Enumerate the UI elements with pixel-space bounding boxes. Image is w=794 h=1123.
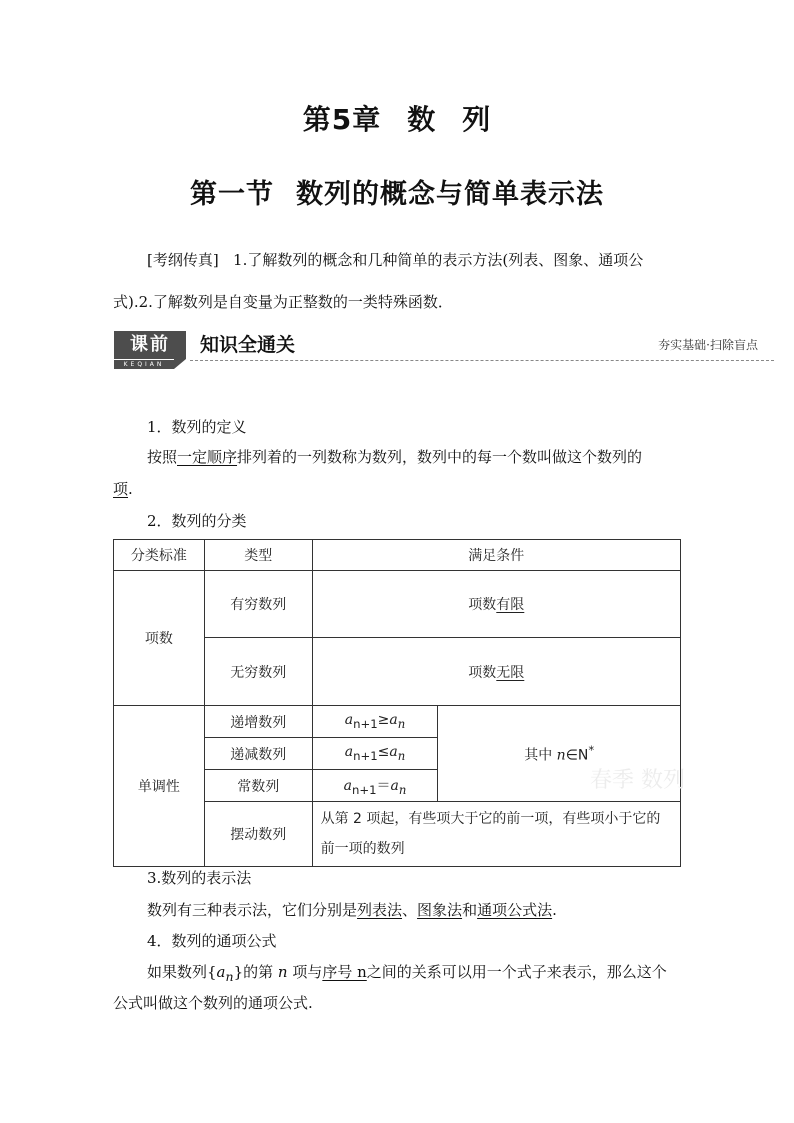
type-finite: 有穷数列 (204, 571, 312, 638)
chapter-word-2: 列 (462, 103, 492, 136)
heading-classification: 2．数列的分类 (147, 512, 247, 530)
classification-table (113, 539, 681, 867)
table-header: 分类标准 (114, 540, 205, 571)
section-title (0, 172, 794, 211)
type-constant: 常数列 (204, 770, 312, 802)
banner-badge: 课前 (114, 331, 186, 359)
table-row (114, 571, 681, 638)
table-header-row (114, 540, 681, 571)
cond-oscillating: 从第 2 项起，有些项大于它的前一项，有些项小于它的前一项的数列 (312, 802, 680, 867)
kaogang-label: [考纲传真] (147, 251, 219, 269)
blank-order: 一定顺序 (177, 448, 238, 466)
type-infinite: 无穷数列 (204, 638, 312, 706)
blank-finite: 有限 (496, 597, 525, 613)
definition-line-1: 按照一定顺序排列着的一列数称为数列，数列中的每一个数叫做这个数列的 (147, 448, 643, 466)
cond-finite: 项数有限 (312, 571, 680, 638)
section-banner (114, 331, 774, 371)
definition-line-2: 项. (113, 480, 133, 498)
banner-title: 知识全通关 (200, 334, 296, 356)
formula-increasing: $a_{n+1}\ge a_n$ (312, 706, 438, 738)
blank-list: 列表法 (357, 901, 403, 919)
category-monotonic: 单调性 (114, 706, 205, 867)
blank-formula: 通项公式法 (477, 901, 553, 919)
banner-tagline: 夯实基础·扫除盲点 (658, 338, 758, 352)
general-term-line-1: 如果数列$\{a_n\}$的第 n 项与序号 n之间的关系可以用一个式子来表示，那么这个 (147, 963, 667, 984)
type-oscillating: 摆动数列 (204, 802, 312, 867)
table-row (114, 706, 681, 738)
type-decreasing: 递减数列 (204, 738, 312, 770)
section-name: 数列的概念与简单表示法 (296, 179, 604, 210)
representation-line: 数列有三种表示法，它们分别是列表法、图象法和通项公式法. (147, 901, 557, 919)
chapter-word-1: 数 (407, 103, 437, 136)
monotonic-note: 其中 n∈N* (438, 706, 681, 802)
formula-constant: $a_{n+1}=a_n$ (312, 770, 438, 802)
table-header: 满足条件 (312, 540, 680, 571)
chapter-title (0, 98, 794, 138)
category-count: 项数 (114, 571, 205, 706)
type-increasing: 递增数列 (204, 706, 312, 738)
kaogang-line-1: [考纲传真] 1.了解数列的概念和几种简单的表示方法(列表、图象、通项公 (147, 251, 644, 269)
banner-badge-sub: KEQIAN (114, 360, 174, 369)
heading-definition: 1．数列的定义 (147, 418, 247, 436)
formula-decreasing: $a_{n+1}\le a_n$ (312, 738, 438, 770)
banner-badge-corner (174, 359, 186, 369)
table-header: 类型 (204, 540, 312, 571)
blank-infinite: 无限 (496, 664, 525, 681)
section-number: 第一节 (190, 179, 274, 210)
heading-representation: 3.数列的表示法 (147, 869, 252, 887)
heading-general-term: 4．数列的通项公式 (147, 932, 277, 950)
blank-index: 序号 n (322, 963, 367, 981)
blank-term: 项 (113, 480, 129, 498)
chapter-number: 第5章 (302, 103, 382, 136)
blank-graph: 图象法 (417, 901, 463, 919)
kaogang-line-2: 式).2.了解数列是自变量为正整数的一类特殊函数． (113, 293, 453, 311)
watermark: 春季 数列 (590, 768, 685, 793)
cond-infinite: 项数无限 (312, 638, 680, 706)
banner-divider (190, 360, 774, 361)
general-term-line-2: 公式叫做这个数列的通项公式. (113, 994, 313, 1012)
